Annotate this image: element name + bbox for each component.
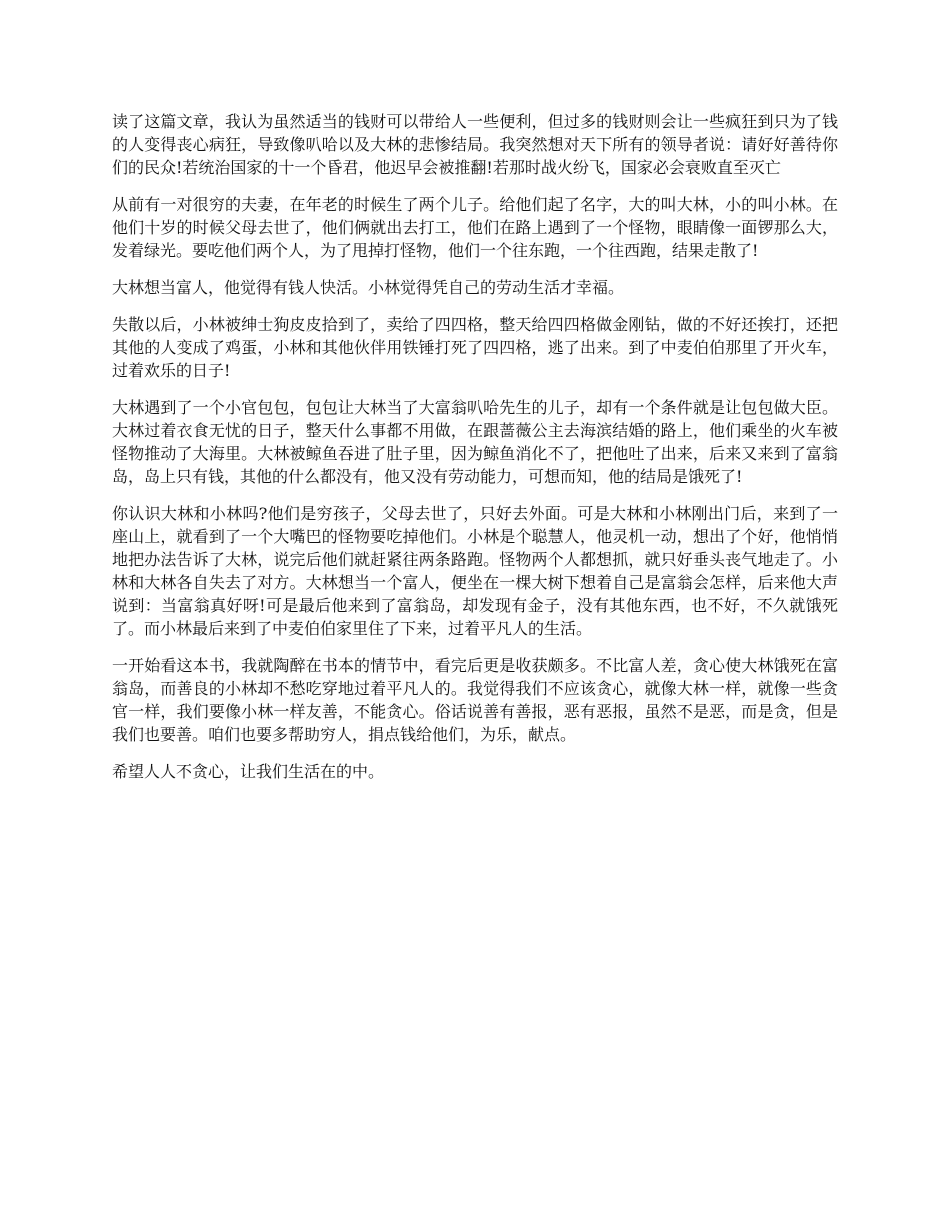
paragraph-2: 从前有一对很穷的夫妻，在年老的时候生了两个儿子。给他们起了名字，大的叫大林，小的叫小林。在他们十岁的时候父母去世了，他们俩就出去打工，他们在路上遇到了一个怪物，眼睛像一面锣那么大，发着绿光。要吃他们两个人，为了甩掉打怪物，他们一个往东跑，一个往西跑，结果走散了! (112, 195, 838, 260)
paragraph-7: 一开始看这本书，我就陶醉在书本的情节中，看完后更是收获颇多。不比富人差，贪心使大林饿死在富翁岛，而善良的小林却不愁吃穿地过着平凡人的。我觉得我们不应该贪心，就像大林一样，就像一些贪官一样，我们要像小林一样友善，不能贪心。俗话说善有善报，恶有恶报，虽然不是恶，而是贪，但是我们也要善。咱们也要多帮助穷人，捐点钱给他们，为乐，献点。 (112, 656, 838, 744)
paragraph-6: 你认识大林和小林吗?他们是穷孩子，父母去世了，只好去外面。可是大林和小林刚出门后，来到了一座山上，就看到了一个大嘴巴的怪物要吃掉他们。小林是个聪慧人，他灵机一动，想出了个好，他悄悄地把办法告诉了大林，说完后他们就赶紧往两条路跑。怪物两个人都想抓，就只好垂头丧气地走了。小林和大林各自失去了对方。大林想当一个富人，便坐在一棵大树下想着自己是富翁会怎样，后来他大声说到：当富翁真好呀!可是最后他来到了富翁岛，却发现有金子，没有其他东西，也不好，不久就饿死了。而小林最后来到了中麦伯伯家里住了下来，过着平凡人的生活。 (112, 504, 838, 638)
paragraph-3: 大林想当富人，他觉得有钱人快活。小林觉得凭自己的劳动生活才幸福。 (112, 278, 625, 297)
paragraph-4: 失散以后，小林被绅士狗皮皮拾到了，卖给了四四格，整天给四四格做金刚钻，做的不好还挨打，还把其他的人变成了鸡蛋，小林和其他伙伴用铁锤打死了四四格，逃了出来。到了中麦伯伯那里了开火车，过着欢乐的日子! (112, 315, 838, 380)
paragraph-5: 大林遇到了一个小官包包，包包让大林当了大富翁叭哈先生的儿子，却有一个条件就是让包包做大臣。大林过着衣食无忧的日子，整天什么事都不用做，在跟蔷薇公主去海滨结婚的路上，他们乘坐的火车被怪物推动了大海里。大林被鲸鱼吞进了肚子里，因为鲸鱼消化不了，把他吐了出来，后来又来到了富翁岛，岛上只有钱，其他的什么都没有，他又没有劳动能力，可想而知，他的结局是饿死了! (112, 398, 838, 486)
paragraph-8: 希望人人不贪心，让我们生活在的中。 (112, 762, 385, 781)
document-page (112, 110, 838, 797)
paragraph-1: 读了这篇文章，我认为虽然适当的钱财可以带给人一些便利，但过多的钱财则会让一些疯狂到只为了钱的人变得丧心病狂，导致像叭哈以及大林的悲惨结局。我突然想对天下所有的领导者说：请好好善待你们的民众!若统治国家的十一个昏君，他迟早会被推翻!若那时战火纷飞，国家必会衰败直至灭亡 (112, 112, 838, 177)
